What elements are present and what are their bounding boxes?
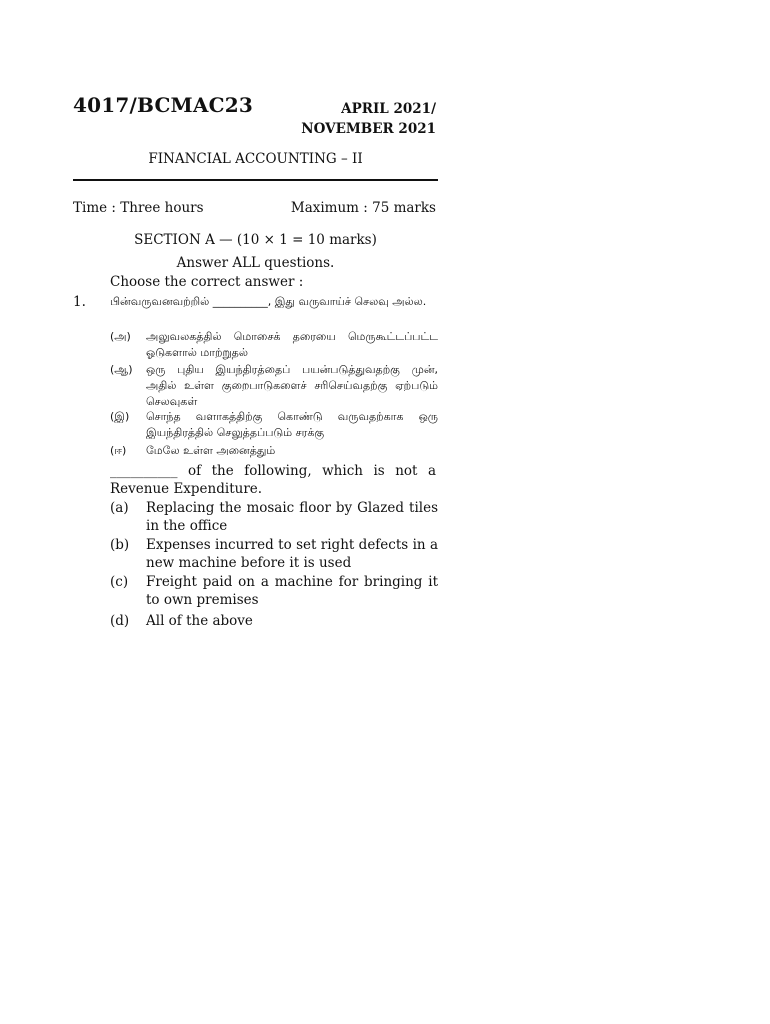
option-text: Freight paid on a machine for bringing it to own premises [146,574,438,608]
option-label: (ஆ) [110,363,133,376]
option-label: (c) [110,574,129,590]
session-line-2: NOVEMBER 2021 [301,121,436,137]
option-label: (அ) [110,330,131,343]
option-text: மேலே உள்ள அனைத்தும் [146,444,276,457]
question-number: 1. [73,294,86,310]
option-text: ஒரு புதிய இயந்திரத்தைப் பயன்படுத்துவதற்கு முன், அதில் உள்ள குறைபாடுகளைச் சரிசெய்வதற்கு ஏற்படும் செலவுகள் [146,363,438,408]
header-divider [73,179,438,181]
section-heading: SECTION A — (10 × 1 = 10 marks) [134,232,377,248]
exam-session [301,99,436,139]
option-label: (ஈ) [110,444,127,457]
option-text: Expenses incurred to set right defects in a new machine before it is used [146,537,438,571]
option-text: Replacing the mosaic floor by Glazed tiles in the office [146,500,438,534]
option-label: (d) [110,613,130,629]
option-text: அலுவலகத்தில் மொசைக் தரையை மெருகூட்டப்பட்ட ஓடுகளால் மாற்றுதல் [146,330,438,359]
question-text-tamil: பின்வருவனவற்றில் __________, இது வருவாய்ச் செலவு அல்ல. [110,295,427,308]
option-label: (இ) [110,410,130,423]
question-text-english: __________ of the following, which is not a Revenue Expenditure. [110,463,436,497]
option-label: (a) [110,500,129,516]
maximum-marks: Maximum : 75 marks [290,200,436,216]
session-line-1: APRIL 2021/ [341,101,436,117]
paper-title: FINANCIAL ACCOUNTING – II [148,151,363,167]
option-text: All of the above [146,613,253,629]
option-label: (b) [110,537,130,553]
paper-code: 4017/BCMAC23 [73,93,253,117]
section-instruction: Answer ALL questions. [176,255,335,271]
exam-page [73,0,438,1024]
choose-instruction: Choose the correct answer : [110,274,304,290]
option-text: சொந்த வளாகத்திற்கு கொண்டு வருவதற்காக ஒரு இயந்திரத்தில் செலுத்தப்படும் சரக்கு [146,410,438,439]
time-duration: Time : Three hours [73,200,204,216]
